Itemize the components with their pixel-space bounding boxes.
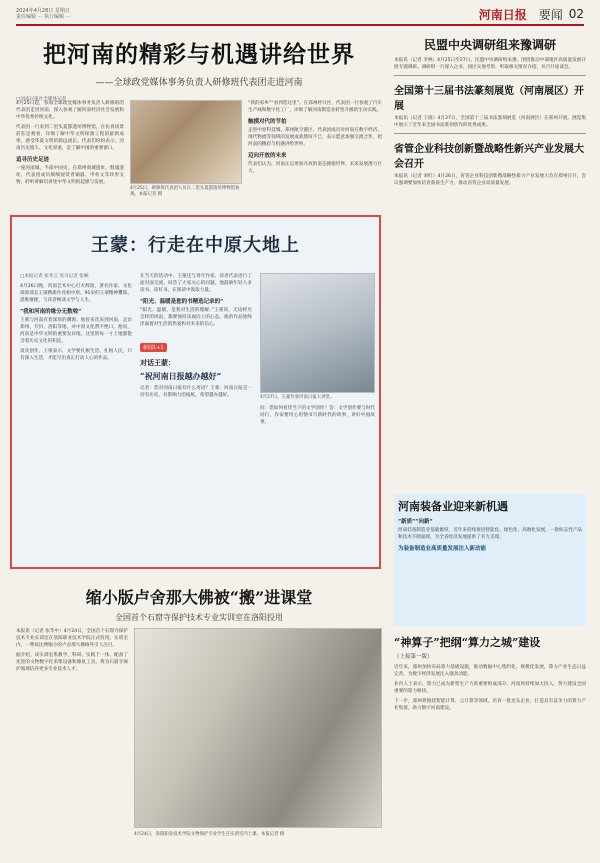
main-body-2: 一座河南城，半部中国史。在郑州商城遗址、殷墟遗址，代表团成员细细观赏青铜器、甲骨文等珍贵文物，聆听讲解员讲述中华文明的起源与发展。 xyxy=(16,166,124,185)
feature-body-3: 谈及创作，王蒙表示，文学要扎根生活、扎根人民，只有深入生活，才能写出真正打动人心的作品。 xyxy=(20,349,132,361)
computing-body-2: 业内人士表示，算力已成为新型生产力的重要组成部分，河南将持续加大投入，努力建设全国重要的算力枢纽。 xyxy=(394,682,586,694)
right-headline-3: 省管企业科技创新暨战略性新兴产业发展大会召开 xyxy=(394,144,584,170)
main-col-3 xyxy=(248,100,382,175)
feature-col-2 xyxy=(140,273,252,399)
right-column xyxy=(394,30,586,187)
bottom-body-1: 本报讯（记者 张华中）4月24日，全国首个石窟寺保护技术专业实训室在洛阳职业技术学院正式投用。实训室内，一尊按比例缩小的卢舍那大佛格外引人注目。 xyxy=(16,629,128,648)
right-headline-2: 全国第十三届书法篆刻展览（河南展区）开展 xyxy=(394,86,584,112)
computing-body-1: 近年来，郑州加快布局算力基础设施，推动数据中心集约化、规模化发展，算力产业生态日益完善，为数字经济发展注入强劲动能。 xyxy=(394,665,586,677)
right-body-2: 本报讯（记者 王晓）4月27日，全国第十三届书法篆刻展览（河南展区）在郑州开展。展览集中展示了近年来全国书法篆刻创作的优秀成果。 xyxy=(394,116,586,128)
header-meta xyxy=(16,8,70,20)
main-byline: □河南日报社全媒体记者 xyxy=(16,97,67,102)
bottom-body-2: 据介绍，该实训室集教学、科研、实践于一体，配备了先进的文物数字化采集设备和修复工具，将为石窟寺保护领域培养更多专业技术人才。 xyxy=(16,653,128,672)
date-line: 2024年4月28日 星期日 xyxy=(16,8,70,14)
right-divider-2 xyxy=(394,133,586,134)
feature-body-5: “阳光、温暖，是我对生活的理解。”王蒙说，无论经历怎样的风雨，都要保持乐观向上的心态。他的作品始终洋溢着对生活的热爱和对未来的信心。 xyxy=(140,308,252,327)
right-body-1: 本报讯（记者 李林）4月25日至27日，民盟中央调研组来豫，围绕推动中部地区高质量发展开展专题调研。调研组一行深入企业、园区实地考察，听取相关情况介绍，并召开座谈会。 xyxy=(394,58,586,70)
classroom-photo xyxy=(134,628,382,828)
equipment-box xyxy=(394,494,586,626)
feature-body-4: 在当天的活动中，王蒙还与青年作家、读者代表进行了面对面交流，回答了大家关心的问题。他鼓励年轻人多读书、读好书，在阅读中汲取力量。 xyxy=(140,274,252,293)
bottom-headline: 缩小版卢舍那大佛被“搬”进课堂 xyxy=(85,588,313,607)
main-sub-3: 迈向开放的未来 xyxy=(248,153,287,159)
feature-box xyxy=(10,215,381,569)
section-name: 要闻 xyxy=(538,7,563,22)
main-lead: 4月25日起，参加全球政党媒体事务负责人研修班的代表团走进河南，深入参观了解河南经济社会发展和中华优秀传统文化。 xyxy=(16,101,124,120)
dialogue-quote: “祝河南日报越办越好” xyxy=(140,371,222,381)
feature-body-7: 问：您如何看待当下的文学创作？答：文学创作要与时代同行，作家要用心用情书写新时代的故事，讲好中国故事。 xyxy=(260,406,375,425)
feature-col-3 xyxy=(260,273,375,426)
main-subhead: ——全球政党媒体事务负责人研修班代表团走进河南 xyxy=(95,78,303,88)
right-body-3: 本报讯（记者 刘红）4月26日，省管企业科技创新暨战略性新兴产业发展大会在郑州召开，会议强调要加快培育新质生产力，推动省管企业高质量发展。 xyxy=(394,174,586,186)
page-header xyxy=(16,4,584,26)
feature-body-2: 王蒙与河南有着深厚的渊源。他曾多次来到河南，走访郑州、开封、洛阳等地，对中原文化赞不绝口。他说，河南是中华文明的重要发祥地，这里的每一寸土地都饱含着历史文化的积淀。 xyxy=(20,318,132,344)
feature-body-1: 4月26日晚，河南艺术中心灯火辉煌，著名作家、文化部原部长王蒙携新作亮相中原。91岁的王蒙精神矍铄、思维敏捷，与读者畅谈文学与人生。 xyxy=(20,284,132,303)
classroom-photo-caption: 4月24日，洛阳职业技术学院文物保护专业学生在实训室内上课。本报记者 摄 xyxy=(134,832,285,837)
computing-headline: “神算子”把纲“算力之城”建设 xyxy=(394,636,541,649)
live-row xyxy=(140,334,252,353)
feature-title: 王蒙：行走在中原大地上 xyxy=(91,235,300,256)
dialogue-title: 对话王蒙： xyxy=(140,358,175,367)
right-headline-1: 民盟中央调研组来豫调研 xyxy=(423,38,556,52)
main-sub-2: 触摸对代的节拍 xyxy=(248,119,287,125)
equipment-line: 为装备制造业高质量发展注入新动能 xyxy=(398,546,487,552)
feature-sub-2: “阳光、温暖是您的书精选记录的” xyxy=(140,299,224,305)
computing-continue: （上接第一版） xyxy=(394,654,433,660)
feature-sub-1: “我和河南的缘分无数啦” xyxy=(20,309,82,315)
editor-line: 责任编辑 ··· 执行编辑 ··· xyxy=(16,14,71,20)
main-sub-1: 追寻历史足迹 xyxy=(16,157,50,163)
feature-byline: □本报记者 张冬云 见习记者 张娴 xyxy=(20,274,89,279)
main-body-1: 代表团一行来到二里头夏都遗址博物馆，在仿真场景前驻足观看，详细了解中华文明探源工程的最新成果，感受华夏文明的源远流长。代表们纷纷表示，河南历史悠久、文化厚重，是了解中国的重要窗口。 xyxy=(16,125,124,151)
main-story xyxy=(16,30,382,103)
main-photo-caption: 4月25日，研修班代表团人员在二里头夏都遗址博物馆参观。本报记者 摄 xyxy=(130,186,240,197)
feature-col-1 xyxy=(20,273,132,362)
computing-story xyxy=(394,634,586,712)
right-divider-1 xyxy=(394,75,586,76)
bottom-story-header xyxy=(16,585,382,623)
live-badge: 新闻1+1 xyxy=(140,343,167,352)
bottom-subhead: 全国首个石窟寺保护技术专业实训室在洛阳投用 xyxy=(115,613,283,622)
page-number: 02 xyxy=(568,7,584,21)
equipment-sub: “新质”“向新” xyxy=(398,519,433,525)
feature-body-6: 记者：您对河南日报有什么寄语？王蒙：河南日报是一份有历史、有影响力的报纸，希望越办越好。 xyxy=(140,386,252,398)
main-body-3: “我的家乡”“看到您这里”。在郑州经开区，代表团一行参观了汽车生产线和数字化工厂，详细了解河南制造业转型升级的生动实践。 xyxy=(248,101,382,113)
main-col-1 xyxy=(16,100,124,186)
main-body-5: 代表们认为，河南正以更加开放的姿态拥抱世界，未来发展潜力巨大。 xyxy=(248,162,382,174)
main-body-4: 走进中原科技城、郑州航空港区，代表团成员对河南在数字经济、现代物流等领域的发展成就赞叹不已，表示愿意加强交流合作，把河南的精彩与机遇讲给世界。 xyxy=(248,128,382,147)
main-photo xyxy=(130,100,242,184)
feature-photo-caption: 4月27日，王蒙作客河南日报大讲堂。 xyxy=(260,395,335,400)
equipment-body: 河南装备制造业基础雄厚，近年来持续推进智能化、绿色化、高端化发展，一批标志性产品和技术不断涌现，为全省经济发展提供了有力支撑。 xyxy=(398,528,582,540)
feature-photo xyxy=(260,273,375,393)
equipment-title: 河南装备业迎来新机遇 xyxy=(398,500,508,513)
computing-body-3: 下一步，郑州将围绕智能计算、云计算等领域，培育一批龙头企业，打造具有竞争力的算力产业集群，助力数字河南建设。 xyxy=(394,699,586,711)
newspaper-brand: 河南日报 xyxy=(478,7,527,22)
main-headline: 把河南的精彩与机遇讲给世界 xyxy=(43,41,355,68)
bottom-col-1 xyxy=(16,628,128,673)
